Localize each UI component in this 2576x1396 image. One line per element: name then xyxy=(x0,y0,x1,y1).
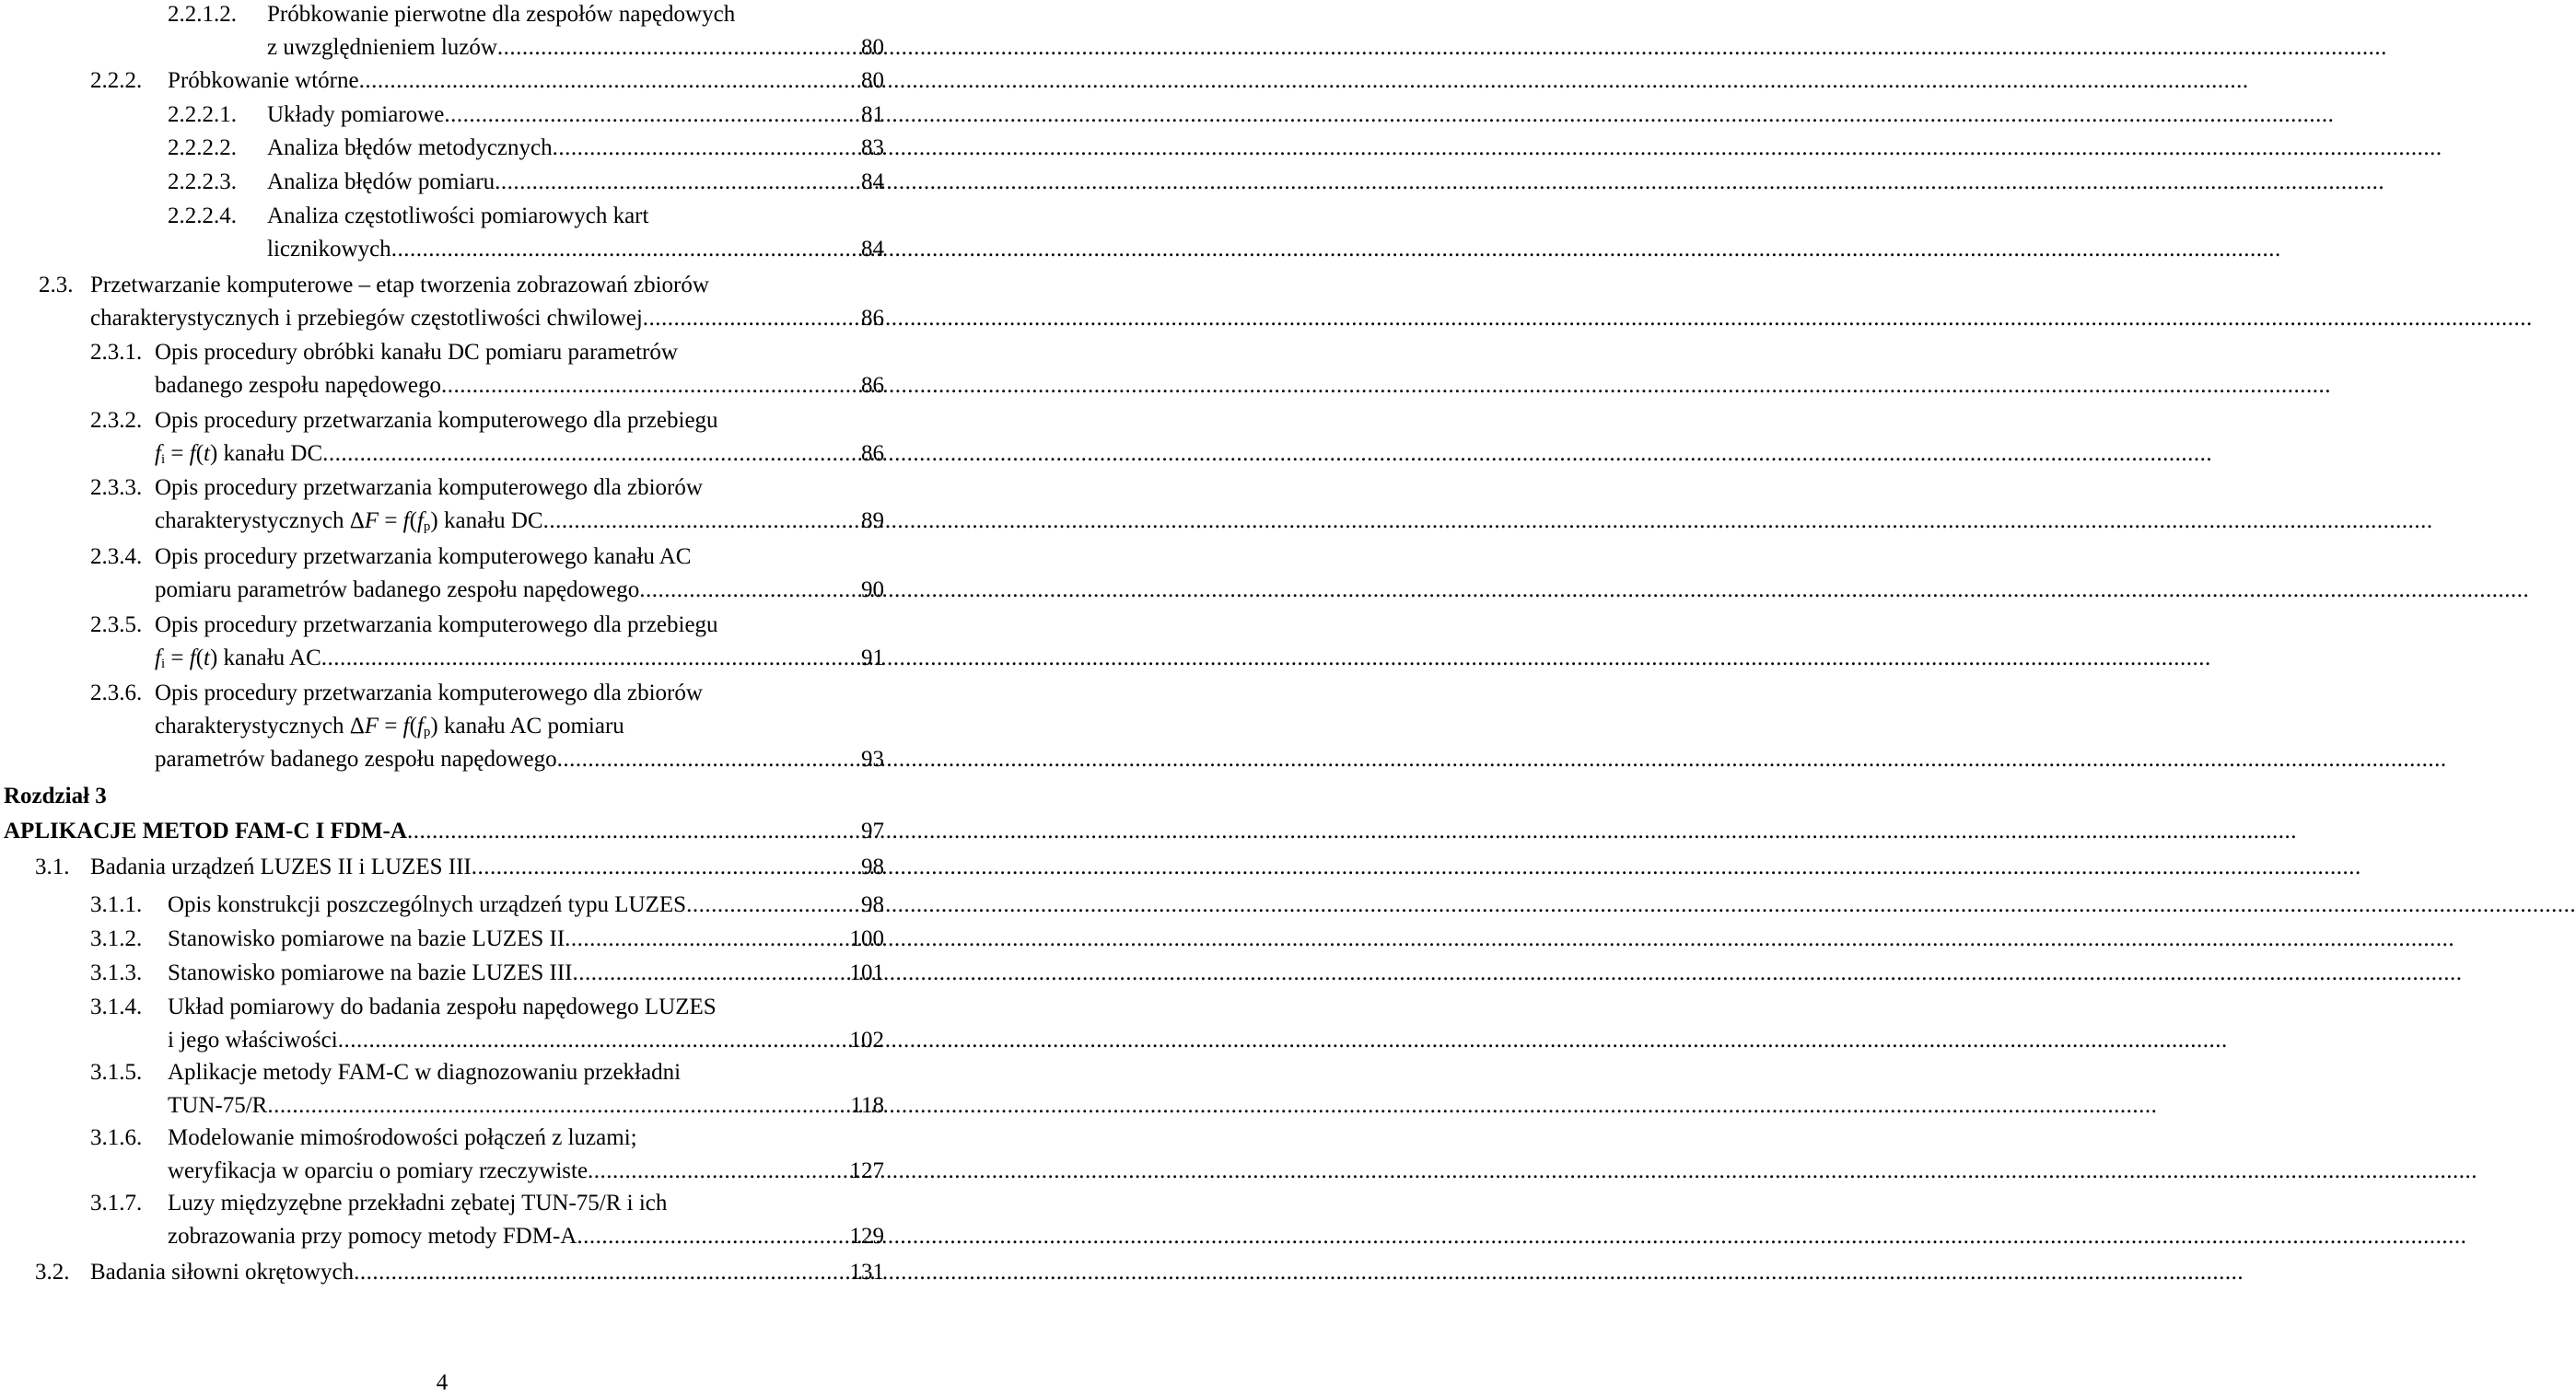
dot-leader xyxy=(472,851,861,884)
entry-title: Przetwarzanie komputerowe – etap tworzenia zobrazowań zbiorów xyxy=(90,273,709,297)
dot-leader xyxy=(391,233,861,266)
dot-leader xyxy=(354,1256,849,1289)
entry-title: Analiza błędów metodycznych xyxy=(267,135,553,160)
entry-title: Analiza częstotliwości pomiarowych kart xyxy=(267,204,649,228)
toc-entry xyxy=(90,1122,884,1188)
entry-title: Modelowanie mimośrodowości połączeń z luzami; xyxy=(168,1125,637,1150)
toc-entry xyxy=(90,1056,884,1123)
entry-number: 3.1.6. xyxy=(90,1125,143,1150)
dot-leader xyxy=(643,302,861,335)
toc-entry xyxy=(35,1256,884,1289)
dot-leader xyxy=(267,1089,850,1123)
entry-title: Próbkowanie wtórne xyxy=(168,68,359,93)
chapter-page: 97 xyxy=(861,819,884,843)
toc-entry xyxy=(90,957,884,990)
entry-title: Opis procedury przetwarzania komputerowego dla przebiegu xyxy=(155,612,718,637)
chapter-entry xyxy=(4,815,884,848)
toc-entry xyxy=(90,923,884,956)
entry-number: 2.2.2.2. xyxy=(168,135,237,160)
dot-leader xyxy=(565,923,849,956)
toc-page xyxy=(0,0,884,1394)
entry-number: 2.3.1. xyxy=(90,340,143,365)
dot-leader xyxy=(639,574,861,607)
entry-page: 86 xyxy=(861,441,884,466)
entry-title: Badania siłowni okrętowych xyxy=(90,1260,355,1285)
entry-number: 2.3.2. xyxy=(90,408,143,433)
entry-page: 83 xyxy=(861,135,884,160)
entry-number: 2.3.3. xyxy=(90,475,143,500)
entry-number: 3.1.3. xyxy=(90,960,143,985)
entry-page: 98 xyxy=(861,855,884,879)
toc-entry xyxy=(168,132,884,165)
chapter-title: APLIKACJE METOD FAM-C I FDM-A xyxy=(4,819,407,843)
entry-page: 102 xyxy=(849,1028,884,1053)
entry-title: Opis procedury przetwarzania komputerowego dla przebiegu xyxy=(155,408,718,433)
entry-page: 86 xyxy=(861,373,884,398)
entry-page: 86 xyxy=(861,306,884,331)
entry-number: 2.2.2.1. xyxy=(168,102,237,127)
entry-page: 84 xyxy=(861,169,884,194)
entry-title-cont: TUN-75/R xyxy=(168,1093,268,1118)
entry-title: Luzy międzyzębne przekładni zębatej TUN-75/R i ich xyxy=(168,1191,668,1216)
toc-entry xyxy=(90,404,884,471)
formula: charakterystycznych $\Delta F = f(f_p)$ kanału DC xyxy=(155,508,543,534)
entry-title: Opis konstrukcji poszczególnych urządzeń typu LUZES xyxy=(168,892,687,917)
entry-title: Układy pomiarowe xyxy=(267,102,445,127)
entry-page: 90 xyxy=(861,577,884,602)
dot-leader xyxy=(497,31,861,64)
entry-number: 2.3. xyxy=(39,273,74,297)
entry-number: 2.3.6. xyxy=(90,681,143,705)
toc-entry xyxy=(168,166,884,199)
entry-title-cont: badanego zespołu napędowego xyxy=(155,373,441,398)
toc-entry xyxy=(90,541,884,607)
toc-entry xyxy=(168,0,884,64)
entry-title: Stanowisko pomiarowe na bazie LUZES III xyxy=(168,960,573,985)
entry-number: 3.1.1. xyxy=(90,892,143,917)
entry-page: 80 xyxy=(861,68,884,93)
entry-title: Próbkowanie pierwotne dla zespołów napędowych xyxy=(267,2,736,27)
entry-title: Opis procedury obróbki kanału DC pomiaru parametrów xyxy=(155,340,678,365)
entry-page: 127 xyxy=(849,1158,884,1183)
toc-entry xyxy=(90,1187,884,1253)
toc-entry xyxy=(90,991,884,1057)
toc-entry xyxy=(90,889,884,922)
dot-leader xyxy=(553,132,861,165)
dot-leader xyxy=(322,437,861,471)
dot-leader xyxy=(572,957,849,990)
entry-title-cont: pomiaru parametrów badanego zespołu napędowego xyxy=(155,577,640,602)
entry-page: 101 xyxy=(849,960,884,985)
formula: charakterystycznych $\Delta F = f(f_p)$ kanału AC pomiaru xyxy=(155,714,624,739)
dot-leader xyxy=(321,642,861,675)
entry-page: 93 xyxy=(861,747,884,772)
dot-leader xyxy=(557,743,861,776)
dot-leader xyxy=(686,889,861,922)
entry-number: 3.1. xyxy=(35,855,70,879)
entry-number: 2.2.2. xyxy=(90,68,143,93)
entry-title-cont: z uwzględnieniem luzów xyxy=(267,35,497,60)
entry-title-cont: parametrów badanego zespołu napędowego xyxy=(155,747,557,772)
entry-number: 3.1.5. xyxy=(90,1060,143,1085)
entry-title-cont: licznikowych xyxy=(267,237,391,262)
toc-entry xyxy=(90,677,884,776)
entry-page: 131 xyxy=(849,1260,884,1285)
toc-entry xyxy=(39,269,884,335)
entry-title: Analiza błędów pomiaru xyxy=(267,169,495,194)
dot-leader xyxy=(495,166,861,199)
toc-entry xyxy=(168,99,884,132)
formula: $f_i = f(t)$ kanału AC xyxy=(155,646,321,671)
chapter-label: Rozdział 3 xyxy=(4,784,107,809)
page-number: 4 xyxy=(436,1370,449,1395)
entry-title-cont: zobrazowania przy pomocy metody FDM-A xyxy=(168,1224,577,1249)
entry-title: Aplikacje metody FAM-C w diagnozowaniu przekładni xyxy=(168,1060,682,1085)
dot-leader xyxy=(588,1155,849,1188)
dot-leader xyxy=(441,369,861,402)
entry-page: 80 xyxy=(861,35,884,60)
entry-number: 2.2.2.3. xyxy=(168,169,237,194)
entry-title: Opis procedury przetwarzania komputerowego dla zbiorów xyxy=(155,475,703,500)
toc-entry xyxy=(90,336,884,402)
toc-entry xyxy=(90,609,884,675)
entry-number: 2.2.1.2. xyxy=(168,2,237,27)
toc-entry xyxy=(90,471,884,538)
entry-number: 3.2. xyxy=(35,1260,70,1285)
entry-title-cont: charakterystycznych i przebiegów częstotliwości chwilowej xyxy=(90,306,643,331)
toc-entry xyxy=(90,64,884,98)
entry-number: 2.3.5. xyxy=(90,612,143,637)
dot-leader xyxy=(543,505,861,538)
entry-title: Opis procedury przetwarzania komputerowego dla zbiorów xyxy=(155,681,703,705)
entry-page: 89 xyxy=(861,508,884,533)
entry-page: 81 xyxy=(861,102,884,127)
dot-leader xyxy=(338,1024,850,1057)
entry-page: 84 xyxy=(861,237,884,262)
entry-title: Układ pomiarowy do badania zespołu napędowego LUZES xyxy=(168,995,717,1019)
entry-page: 129 xyxy=(849,1224,884,1249)
dot-leader xyxy=(577,1220,849,1253)
entry-title: Stanowisko pomiarowe na bazie LUZES II xyxy=(168,926,565,951)
toc-entry xyxy=(168,200,884,266)
entry-number: 3.1.4. xyxy=(90,995,143,1019)
entry-number: 2.2.2.4. xyxy=(168,204,237,228)
entry-title-cont: weryfikacja w oparciu o pomiary rzeczywiste xyxy=(168,1158,589,1183)
entry-number: 2.3.4. xyxy=(90,544,143,569)
entry-title: Badania urządzeń LUZES II i LUZES III xyxy=(90,855,472,879)
entry-title-cont: i jego właściwości xyxy=(168,1028,338,1053)
dot-leader xyxy=(407,815,861,848)
entry-page: 91 xyxy=(861,646,884,670)
entry-page: 100 xyxy=(849,926,884,951)
entry-title: Opis procedury przetwarzania komputerowego kanału AC xyxy=(155,544,692,569)
entry-number: 3.1.7. xyxy=(90,1191,143,1216)
dot-leader xyxy=(444,99,861,132)
toc-entry xyxy=(35,851,884,884)
entry-page: 98 xyxy=(861,892,884,917)
formula: $f_i = f(t)$ kanału DC xyxy=(155,441,323,467)
dot-leader xyxy=(359,64,861,98)
entry-number: 3.1.2. xyxy=(90,926,143,951)
entry-page: 118 xyxy=(850,1093,884,1118)
